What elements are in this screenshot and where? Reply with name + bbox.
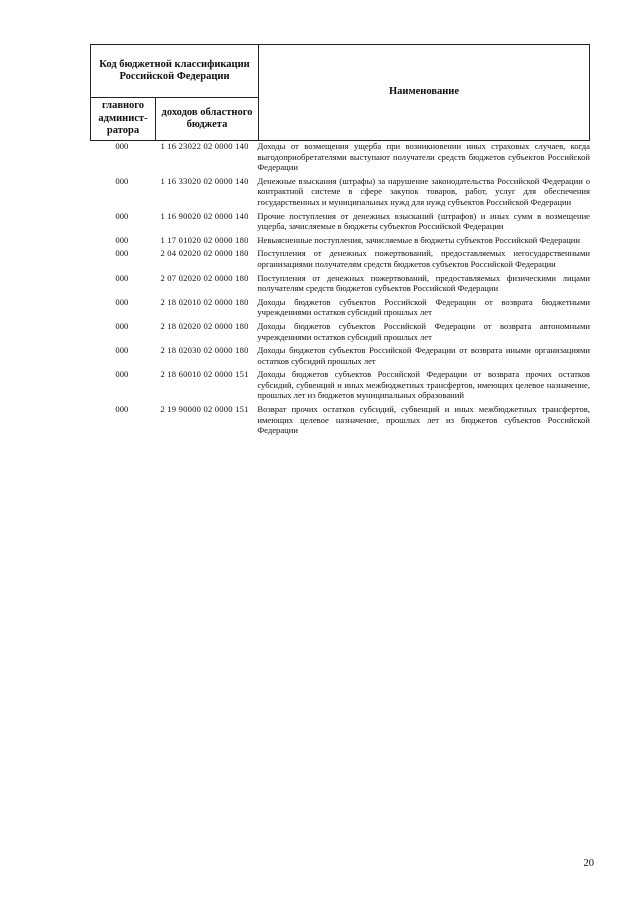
income-code: 1 16 33020 02 0000 140 [160, 175, 249, 186]
income-name: Невыясненные поступления, зачисляемые в бюджеты субъектов Российской Федерации [257, 234, 580, 245]
admin-code: 000 [115, 234, 129, 245]
table-row [90, 141, 590, 173]
income-code: 1 16 90020 02 0000 140 [160, 210, 249, 221]
table-row [90, 404, 590, 436]
income-name: Доходы от возмещения ущерба при возникновении иных страховых случаев, когда выгодоприобретателями выступают получатели средств бюджетов субъектов Российской Федерации [257, 141, 590, 173]
income-code: 2 04 02020 02 0000 180 [160, 248, 249, 259]
income-name: Возврат прочих остатков субсидий, субвенций и иных межбюджетных трансфертов, имеющих целевое назначение, прошлых лет из бюджетов субъектов Российской Федерации [257, 404, 590, 436]
admin-code: 000 [115, 210, 129, 221]
income-code: 2 18 02010 02 0000 180 [160, 296, 249, 307]
income-code: 2 18 60010 02 0000 151 [160, 369, 249, 380]
table-row [90, 211, 590, 232]
income-header-cell [156, 98, 259, 141]
admin-column-title: главного админист-ратора [98, 100, 148, 137]
admin-code: 000 [115, 345, 129, 356]
income-column-title: доходов областного бюджета [161, 106, 253, 130]
admin-code: 000 [115, 272, 129, 283]
income-code: 2 19 90000 02 0000 151 [160, 404, 249, 415]
income-name: Доходы бюджетов субъектов Российской Федерации от возврата бюджетными учреждениями остатков субсидий прошлых лет [257, 296, 590, 318]
income-code: 2 18 02020 02 0000 180 [160, 320, 249, 331]
admin-code: 000 [115, 296, 129, 307]
income-code: 1 17 01020 02 0000 180 [160, 234, 249, 245]
income-name: Поступления от денежных пожертвований, предоставляемых негосударственными организациями получателям средств бюджетов субъектов Российской Федерации [257, 248, 590, 269]
income-code: 2 07 02020 02 0000 180 [160, 272, 249, 283]
admin-code: 000 [115, 141, 129, 151]
income-code: 1 16 23022 02 0000 140 [160, 141, 249, 151]
name-column-title: Наименование [389, 86, 459, 98]
page-number: 20 [583, 858, 594, 869]
income-name: Поступления от денежных пожертвований, предоставляемых физическими лицами получателям средств бюджетов субъектов Российской Федерации [257, 272, 590, 294]
admin-code: 000 [115, 248, 129, 259]
income-name: Доходы бюджетов субъектов Российской Федерации от возврата автономными учреждениями остатков субсидий прошлых лет [257, 320, 590, 342]
table-row [90, 297, 590, 318]
table-body [90, 141, 590, 439]
table-row [90, 176, 590, 208]
admin-code: 000 [115, 320, 129, 331]
table-row [90, 235, 590, 246]
table-row [90, 369, 590, 401]
income-code: 2 18 02030 02 0000 180 [160, 345, 249, 356]
income-name: Доходы бюджетов субъектов Российской Федерации от возврата иными организациями остатков субсидий прошлых лет [257, 345, 590, 366]
income-name: Денежные взыскания (штрафы) за нарушение законодательства Российской Федерации о контрактной системе в сфере закупок товаров, работ, услуг для обеспечения государственных и муниципальных нужд для нужд субъектов Российской Федерации [257, 175, 590, 207]
income-name: Доходы бюджетов субъектов Российской Федерации от возврата прочих остатков субсидий, субвенций и иных межбюджетных трансфертов, имеющих целевое назначение, прошлых лет из бюджетов муниципальных образований [257, 369, 590, 401]
kbk-title: Код бюджетной классификации Российской Федерации [99, 58, 250, 82]
table-header [90, 44, 590, 141]
table-row [90, 321, 590, 342]
admin-code: 000 [115, 369, 129, 380]
admin-header-cell [91, 98, 156, 141]
kbk-header-cell [91, 45, 259, 98]
table-row [90, 248, 590, 269]
income-name: Прочие поступления от денежных взысканий (штрафов) и иных сумм в возмещение ущерба, зачисляемые в бюджеты субъектов Российской Федерации [257, 210, 590, 232]
name-header-cell [259, 45, 590, 141]
table-row [90, 273, 590, 294]
admin-code: 000 [115, 175, 129, 186]
admin-code: 000 [115, 404, 129, 415]
table-row [90, 345, 590, 366]
